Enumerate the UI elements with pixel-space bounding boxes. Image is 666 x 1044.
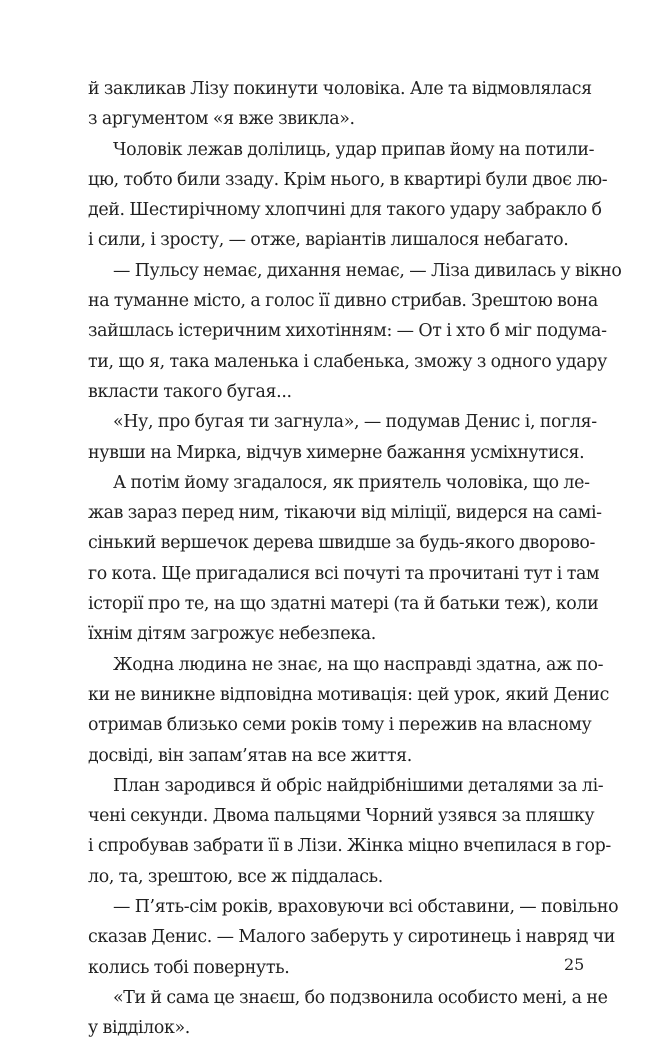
- book-page-text: [88, 74, 622, 1044]
- paragraph: [88, 407, 597, 468]
- text-line: ки не виникне відповідна мотивація: цей урок, який Денис: [88, 684, 610, 705]
- text-line: на туманне місто, а голос її дивно стрибав. Зрештою вона: [88, 291, 598, 312]
- text-line: «Ну, про бугая ти загнула», — подумав Денис і, погля-: [113, 412, 597, 433]
- text-line: — П’ять-сім років, враховуючи всі обставини, — повільно: [113, 897, 619, 918]
- paragraph: [88, 74, 592, 135]
- text-line: Чоловік лежав долілиць, удар припав йому на потили-: [113, 139, 595, 160]
- text-line: ло, та, зрештою, все ж піддалась.: [88, 866, 383, 887]
- text-line: нувши на Мирка, відчув химерне бажання усміхнутися.: [88, 442, 585, 463]
- text-line: дей. Шестирічному хлопчині для такого удару забракло б: [88, 200, 602, 221]
- paragraph: [88, 892, 619, 983]
- paragraph: [88, 983, 608, 1044]
- text-line: колись тобі повернуть.: [88, 957, 290, 978]
- text-line: ти, що я, така маленька і слабенька, зможу з одного удару: [88, 351, 607, 372]
- paragraph: [88, 256, 622, 407]
- text-line: зайшлась істеричним хихотінням: — От і хто б міг подума-: [88, 321, 607, 342]
- text-line: вкласти такого бугая...: [88, 381, 292, 402]
- text-line: і спробував забрати її в Лізи. Жінка міцно вчепилася в гор-: [88, 836, 611, 857]
- text-line: чені секунди. Двома пальцями Чорний узявся за пляшку: [88, 806, 595, 827]
- text-line: жав зараз перед ним, тікаючи від міліції, видерся на самі-: [88, 503, 602, 524]
- text-line: План зародився й обріс найдрібнішими деталями за лі-: [113, 775, 604, 796]
- text-line: і сили, і зросту, — отже, варіантів лишалося небагато.: [88, 230, 569, 251]
- text-line: історії про те, на що здатні матері (та й батьки теж), коли: [88, 594, 599, 615]
- text-line: сказав Денис. — Малого заберуть у сиротинець і навряд чи: [88, 927, 616, 948]
- paragraph: [88, 135, 608, 256]
- text-line: з аргументом «я вже звикла».: [88, 109, 355, 130]
- text-line: їхнім дітям загрожує небезпека.: [88, 624, 376, 645]
- text-line: й закликав Лізу покинути чоловіка. Але та відмовлялася: [88, 79, 592, 99]
- page-number: 25: [564, 955, 585, 974]
- text-line: Жодна людина не знає, на що насправді здатна, аж по-: [113, 654, 604, 675]
- text-line: А потім йому згадалося, як приятель чоловіка, що ле-: [113, 472, 590, 493]
- text-line: «Ти й сама це знаєш, бо подзвонила особисто мені, а не: [113, 987, 608, 1008]
- paragraph: [88, 468, 602, 650]
- text-line: го кота. Ще пригадалися всі почуті та прочитані тут і там: [88, 563, 600, 584]
- text-line: у відділок».: [88, 1018, 190, 1039]
- text-line: сінький вершечок дерева швидше за будь-якого дворово-: [88, 533, 596, 554]
- text-line: — Пульсу немає, дихання немає, — Ліза дивилась у вікно: [113, 260, 622, 281]
- text-line: отримав близько семи років тому і пережив на власному: [88, 715, 592, 736]
- text-line: цю, тобто били ззаду. Крім нього, в квартирі були двоє лю-: [88, 169, 608, 190]
- text-line: досвіді, він запам’ятав на все життя.: [88, 745, 412, 766]
- paragraph: [88, 650, 610, 771]
- paragraph: [88, 771, 611, 892]
